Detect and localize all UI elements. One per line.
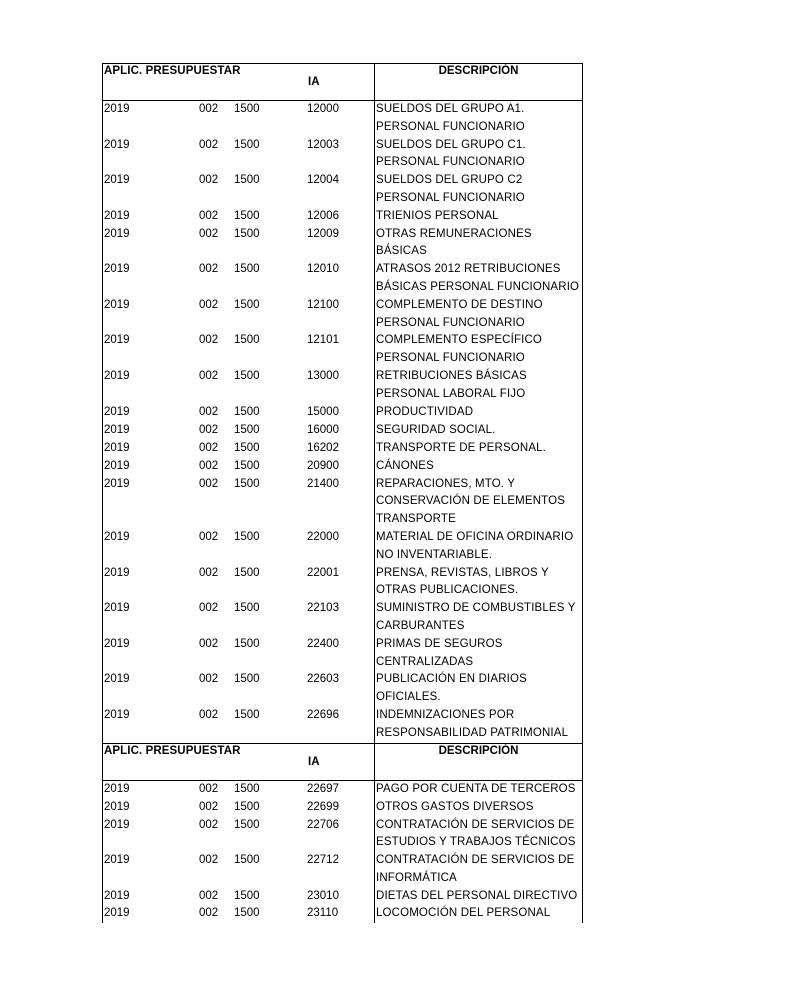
description-line: CONSERVACIÓN DE ELEMENTOS	[376, 495, 566, 508]
table-row	[103, 565, 582, 601]
cell-economic: 12006	[307, 209, 339, 222]
description-line: NO INVENTARIABLE.	[376, 548, 493, 561]
cell-description	[375, 440, 582, 458]
cell-program: 1500	[234, 566, 260, 579]
cell-program: 1500	[234, 477, 260, 490]
cell-description	[375, 137, 582, 173]
description-line: ATRASOS 2012 RETRIBUCIONES	[376, 263, 561, 276]
cell-description	[375, 458, 582, 476]
cell-economic: 12009	[307, 227, 339, 240]
description-line: DIETAS DEL PERSONAL DIRECTIVO	[376, 889, 578, 902]
cell-org: 002	[199, 263, 219, 276]
cell-program: 1500	[234, 673, 260, 686]
cell-year: 2019	[104, 889, 130, 902]
cell-program: 1500	[234, 889, 260, 902]
cell-year: 2019	[104, 637, 130, 650]
cell-program: 1500	[234, 459, 260, 472]
cell-program: 1500	[234, 441, 260, 454]
description-line: OTROS GASTOS DIVERSOS	[376, 800, 534, 813]
header-ia: IA	[308, 76, 320, 88]
cell-year: 2019	[104, 209, 130, 222]
cell-economic: 22697	[307, 782, 339, 795]
cell-program: 1500	[234, 369, 260, 382]
description-line: SUELDOS DEL GRUPO C2	[376, 174, 523, 187]
cell-org: 002	[199, 708, 219, 721]
table-row	[103, 404, 582, 422]
table-row	[103, 799, 582, 817]
table-row	[103, 261, 582, 297]
cell-year: 2019	[104, 263, 130, 276]
cell-program: 1500	[234, 602, 260, 615]
table-row	[103, 888, 582, 906]
description-line: PAGO POR CUENTA DE TERCEROS	[376, 782, 576, 795]
table-row	[103, 101, 582, 137]
cell-economic: 22103	[307, 602, 339, 615]
header-aplic: APLIC. PRESUPUESTAR	[104, 65, 241, 77]
table-row	[103, 600, 582, 636]
table-row	[103, 368, 582, 404]
table-row	[103, 297, 582, 333]
cell-description	[375, 208, 582, 226]
cell-economic: 12000	[307, 103, 339, 115]
cell-program: 1500	[234, 138, 260, 151]
table-row	[103, 707, 582, 743]
table-row	[103, 852, 582, 888]
cell-program: 1500	[234, 103, 260, 115]
cell-org: 002	[199, 423, 219, 436]
description-line: RESPONSABILIDAD PATRIMONIAL	[376, 726, 569, 739]
description-line: PUBLICACIÓN EN DIARIOS	[376, 673, 527, 686]
description-line: PRENSA, REVISTAS, LIBROS Y	[376, 566, 549, 579]
cell-org: 002	[199, 209, 219, 222]
cell-program: 1500	[234, 334, 260, 347]
table-body-2	[103, 781, 582, 924]
cell-description	[375, 600, 582, 636]
cell-economic: 21400	[307, 477, 339, 490]
description-line: RETRIBUCIONES BÁSICAS	[376, 369, 527, 382]
cell-program: 1500	[234, 800, 260, 813]
cell-year: 2019	[104, 334, 130, 347]
description-line: CONTRATACIÓN DE SERVICIOS DE	[376, 818, 575, 831]
cell-economic: 23010	[307, 889, 339, 902]
cell-program: 1500	[234, 818, 260, 831]
cell-org: 002	[199, 782, 219, 795]
cell-program: 1500	[234, 530, 260, 543]
cell-economic: 22696	[307, 708, 339, 721]
table-row	[103, 208, 582, 226]
cell-org: 002	[199, 459, 219, 472]
cell-year: 2019	[104, 405, 130, 418]
cell-description	[375, 636, 582, 672]
cell-description	[375, 799, 582, 817]
cell-description	[375, 852, 582, 888]
table-header-repeat	[103, 743, 582, 781]
table-row	[103, 636, 582, 672]
cell-org: 002	[199, 854, 219, 867]
cell-economic: 12003	[307, 138, 339, 151]
description-line: SUELDOS DEL GRUPO C1.	[376, 138, 526, 151]
cell-description	[375, 476, 582, 529]
cell-year: 2019	[104, 138, 130, 151]
cell-year: 2019	[104, 477, 130, 490]
cell-year: 2019	[104, 782, 130, 795]
cell-economic: 15000	[307, 405, 339, 418]
description-line: TRANSPORTE	[376, 513, 456, 526]
description-line: PRODUCTIVIDAD	[376, 405, 474, 418]
cell-program: 1500	[234, 174, 260, 187]
cell-description	[375, 226, 582, 262]
cell-org: 002	[199, 334, 219, 347]
description-line: PERSONAL FUNCIONARIO	[376, 191, 525, 204]
cell-description	[375, 172, 582, 208]
cell-org: 002	[199, 103, 219, 115]
description-line: INDEMNIZACIONES POR	[376, 708, 515, 721]
description-line: COMPLEMENTO ESPECÍFICO	[376, 334, 543, 347]
table-row	[103, 332, 582, 368]
cell-program: 1500	[234, 263, 260, 276]
description-line: LOCOMOCIÓN DEL PERSONAL	[376, 907, 551, 920]
cell-org: 002	[199, 566, 219, 579]
header-aplic: APLIC. PRESUPUESTAR	[104, 744, 241, 757]
description-line: MATERIAL DE OFICINA ORDINARIO	[376, 530, 574, 543]
description-line: OTRAS REMUNERACIONES BÁSICAS	[376, 227, 532, 258]
description-line: PERSONAL FUNCIONARIO	[376, 316, 525, 329]
cell-year: 2019	[104, 423, 130, 436]
table-row	[103, 226, 582, 262]
cell-org: 002	[199, 907, 219, 920]
cell-description	[375, 101, 582, 137]
cell-economic: 22699	[307, 800, 339, 813]
table-row	[103, 172, 582, 208]
cell-economic: 22001	[307, 566, 339, 579]
cell-economic: 12101	[307, 334, 339, 347]
description-line: INFORMÁTICA	[376, 871, 457, 884]
cell-description	[375, 261, 582, 297]
table-row	[103, 905, 582, 923]
cell-economic: 16202	[307, 441, 339, 454]
table-body-1	[103, 101, 582, 743]
cell-year: 2019	[104, 854, 130, 867]
cell-year: 2019	[104, 566, 130, 579]
cell-description	[375, 817, 582, 853]
description-line: SUELDOS DEL GRUPO A1.	[376, 103, 525, 115]
description-line: PERSONAL FUNCIONARIO	[376, 352, 525, 365]
description-line: TRANSPORTE DE PERSONAL.	[376, 441, 547, 454]
cell-program: 1500	[234, 907, 260, 920]
cell-year: 2019	[104, 800, 130, 813]
cell-program: 1500	[234, 423, 260, 436]
cell-description	[375, 422, 582, 440]
cell-year: 2019	[104, 103, 130, 115]
cell-description	[375, 297, 582, 333]
description-line: PRIMAS DE SEGUROS	[376, 637, 503, 650]
cell-economic: 22603	[307, 673, 339, 686]
cell-program: 1500	[234, 227, 260, 240]
cell-economic: 22706	[307, 818, 339, 831]
description-line: COMPLEMENTO DE DESTINO	[376, 298, 543, 311]
cell-economic: 22400	[307, 637, 339, 650]
table-row	[103, 476, 582, 529]
header-descripcion: DESCRIPCIÓN	[438, 65, 519, 77]
cell-org: 002	[199, 441, 219, 454]
cell-org: 002	[199, 673, 219, 686]
description-line: ESTUDIOS Y TRABAJOS TÉCNICOS	[376, 836, 576, 849]
cell-program: 1500	[234, 854, 260, 867]
cell-year: 2019	[104, 602, 130, 615]
description-line: SUMINISTRO DE COMBUSTIBLES Y	[376, 602, 576, 615]
cell-org: 002	[199, 602, 219, 615]
cell-economic: 22712	[307, 854, 339, 867]
cell-org: 002	[199, 405, 219, 418]
description-line: CONTRATACIÓN DE SERVICIOS DE	[376, 854, 575, 867]
table-header	[103, 63, 582, 101]
description-line: TRIENIOS PERSONAL	[376, 209, 499, 222]
description-line: REPARACIONES, MTO. Y	[376, 477, 516, 490]
cell-description	[375, 707, 582, 743]
cell-program: 1500	[234, 637, 260, 650]
cell-year: 2019	[104, 530, 130, 543]
description-line: PERSONAL FUNCIONARIO	[376, 120, 525, 133]
cell-description	[375, 905, 582, 923]
cell-org: 002	[199, 477, 219, 490]
cell-org: 002	[199, 174, 219, 187]
cell-org: 002	[199, 138, 219, 151]
cell-description	[375, 781, 582, 799]
table-row	[103, 422, 582, 440]
cell-description	[375, 565, 582, 601]
cell-year: 2019	[104, 227, 130, 240]
cell-program: 1500	[234, 209, 260, 222]
cell-year: 2019	[104, 298, 130, 311]
cell-economic: 13000	[307, 369, 339, 382]
cell-year: 2019	[104, 459, 130, 472]
cell-economic: 12100	[307, 298, 339, 311]
description-line: CENTRALIZADAS	[376, 655, 474, 668]
description-line: PERSONAL LABORAL FIJO	[376, 387, 526, 400]
cell-year: 2019	[104, 174, 130, 187]
cell-org: 002	[199, 818, 219, 831]
description-line: CARBURANTES	[376, 619, 465, 632]
cell-year: 2019	[104, 673, 130, 686]
table-row	[103, 817, 582, 853]
table-row	[103, 137, 582, 173]
cell-program: 1500	[234, 708, 260, 721]
cell-description	[375, 404, 582, 422]
cell-economic: 20900	[307, 459, 339, 472]
cell-description	[375, 529, 582, 565]
description-line: OTRAS PUBLICACIONES.	[376, 584, 519, 597]
description-line: BÁSICAS PERSONAL FUNCIONARIO	[376, 280, 580, 293]
description-line: PERSONAL FUNCIONARIO	[376, 156, 525, 169]
cell-description	[375, 332, 582, 368]
cell-org: 002	[199, 637, 219, 650]
cell-program: 1500	[234, 405, 260, 418]
table-row	[103, 529, 582, 565]
budget-document	[102, 63, 581, 923]
description-line: CÁNONES	[376, 459, 434, 472]
table-row	[103, 458, 582, 476]
cell-program: 1500	[234, 298, 260, 311]
cell-description	[375, 368, 582, 404]
cell-description	[375, 671, 582, 707]
cell-program: 1500	[234, 782, 260, 795]
cell-economic: 23110	[307, 907, 339, 920]
cell-org: 002	[199, 227, 219, 240]
table-row	[103, 671, 582, 707]
cell-org: 002	[199, 530, 219, 543]
header-ia: IA	[308, 755, 320, 768]
cell-org: 002	[199, 889, 219, 902]
description-line: SEGURIDAD SOCIAL.	[376, 423, 496, 436]
description-line: OFICIALES.	[376, 691, 441, 704]
cell-economic: 12010	[307, 263, 339, 276]
table-row	[103, 781, 582, 799]
cell-economic: 16000	[307, 423, 339, 436]
table-row	[103, 440, 582, 458]
cell-year: 2019	[104, 369, 130, 382]
cell-economic: 22000	[307, 530, 339, 543]
budget-table	[102, 63, 583, 923]
cell-year: 2019	[104, 708, 130, 721]
cell-org: 002	[199, 298, 219, 311]
header-descripcion: DESCRIPCIÓN	[438, 744, 519, 757]
cell-description	[375, 888, 582, 906]
cell-year: 2019	[104, 818, 130, 831]
cell-year: 2019	[104, 441, 130, 454]
cell-year: 2019	[104, 907, 130, 920]
cell-org: 002	[199, 800, 219, 813]
cell-org: 002	[199, 369, 219, 382]
cell-economic: 12004	[307, 174, 339, 187]
